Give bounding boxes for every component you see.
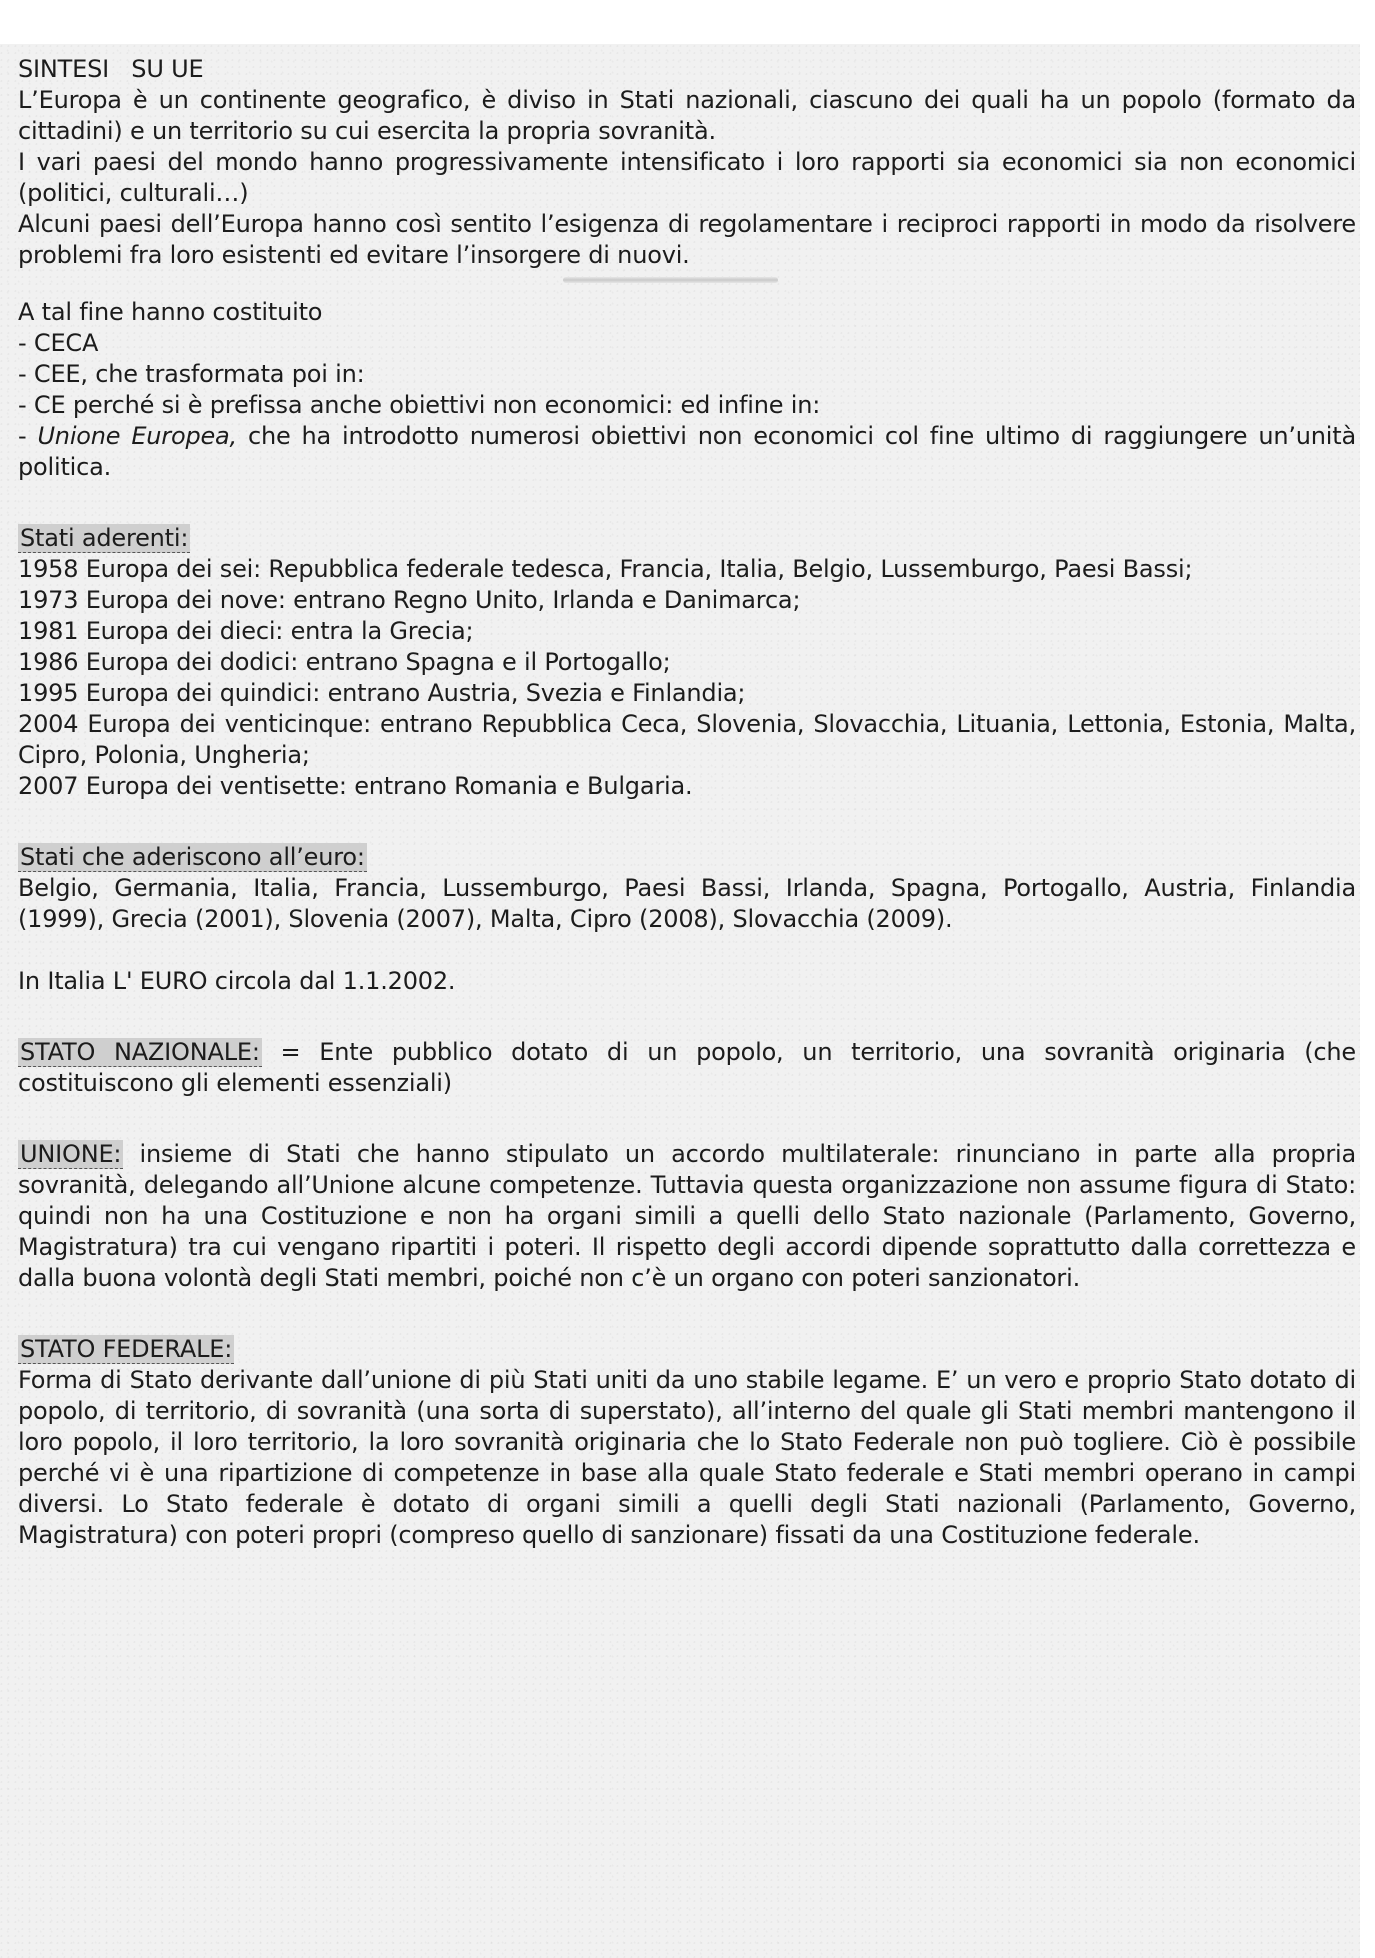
intro-paragraph-2: I vari paesi del mondo hanno progressivamente intensificato i loro rapporti sia economici sia non economici (politici, culturali…) [18,148,1356,207]
document-title: SINTESI SU UE [18,55,204,83]
stato-nazionale-heading: STATO NAZIONALE: [20,1038,260,1066]
members-item: 2007 Europa dei ventisette: entrano Romania e Bulgaria. [18,772,693,800]
stato-federale-text: Forma di Stato derivante dall’unione di più Stati uniti da uno stabile legame. E’ un vero e proprio Stato dotato di popolo, di territorio, di sovranità (una sorta di superstato), all’interno del quale gli Stati membri mantengono il loro popolo, il loro territorio, la loro sovranità originaria che lo Stato Federale non può togliere. Ciò è possibile perché vi è una ripartizione di competenze in base alla quale Stato federale e Stati membri operano in campi diversi. Lo Stato federale è dotato di organi simili a quelli degli Stati nazionali (Parlamento, Governo, Magistratura) con poteri propri (compreso quello di sanzionare) fissati da una Costituzione federale. [18,1366,1356,1549]
founded-item-ue-rest: che ha introdotto numerosi obiettivi non economici col fine ultimo di raggiungere un’unità politica. [18,422,1356,481]
founded-item-ue-italic: Unione Europea, [37,422,237,450]
members-item: 1995 Europa dei quindici: entrano Austria, Svezia e Finlandia; [18,679,746,707]
stato-federale-heading-line [18,1334,1356,1365]
members-item: 1973 Europa dei nove: entrano Regno Unito, Irlanda e Danimarca; [18,586,801,614]
stato-federale-heading: STATO FEDERALE: [20,1335,233,1363]
founded-lead: A tal fine hanno costituito [18,298,323,326]
members-item: 1958 Europa dei sei: Repubblica federale tedesca, Francia, Italia, Belgio, Lussemburgo, Paesi Bassi; [18,555,1193,583]
document-body [18,54,1356,1551]
unione-heading: UNIONE: [20,1140,122,1168]
intro-paragraph-3: Alcuni paesi dell’Europa hanno così sentito l’esigenza di regolamentare i reciproci rapporti in modo da risolvere problemi fra loro esistenti ed evitare l’insorgere di nuovi. [18,210,1356,269]
founded-item-cee: - CEE, che trasformata poi in: [18,360,365,388]
members-item: 1986 Europa dei dodici: entrano Spagna e il Portogallo; [18,648,671,676]
euro-countries: Belgio, Germania, Italia, Francia, Lussemburgo, Paesi Bassi, Irlanda, Spagna, Portogallo, Austria, Finlandia (1999), Grecia (2001), Slovenia (2007), Malta, Cipro (2008), Slovacchia (2009). [18,874,1356,933]
founded-item-ceca: - CECA [18,329,99,357]
members-item: 1981 Europa dei dieci: entra la Grecia; [18,617,474,645]
unione-definition [18,1139,1356,1294]
stato-nazionale-text: = Ente pubblico dotato di un popolo, un territorio, una sovranità originaria (che costituiscono gli elementi essenziali) [18,1038,1357,1097]
divider-smudge [563,277,778,283]
euro-heading: Stati che aderiscono all’euro: [20,843,365,871]
members-heading-line [18,523,1356,554]
euro-italy-date: In Italia L' EURO circola dal 1.1.2002. [18,967,456,995]
intro-paragraph-1: L’Europa è un continente geografico, è diviso in Stati nazionali, ciascuno dei quali ha un popolo (formato da cittadini) e un territorio su cui esercita la propria sovranità. [18,86,1356,145]
founded-item-ue [18,421,1356,483]
unione-text: insieme di Stati che hanno stipulato un accordo multilaterale: rinunciano in parte alla propria sovranità, delegando all’Unione alcune competenze. Tuttavia questa organizzazione non assume figura di Stato: quindi non ha una Costituzione e non ha organi simili a quelli dello Stato nazionale (Parlamento, Governo, Magistratura) tra cui vengano ripartiti i poteri. Il rispetto degli accordi dipende soprattutto dalla correttezza e dalla buona volontà degli Stati membri, poiché non c’è un organo con poteri sanzionatori. [18,1140,1356,1292]
members-item: 2004 Europa dei venticinque: entrano Repubblica Ceca, Slovenia, Slovacchia, Lituania, Lettonia, Estonia, Malta, Cipro, Polonia, Ungheria; [18,710,1356,769]
euro-heading-line [18,842,1356,873]
founded-item-ce: - CE perché si è prefissa anche obiettivi non economici: ed infine in: [18,391,821,419]
members-heading: Stati aderenti: [20,524,189,552]
founded-item-ue-prefix: - [18,422,38,450]
stato-nazionale-definition [18,1037,1356,1099]
